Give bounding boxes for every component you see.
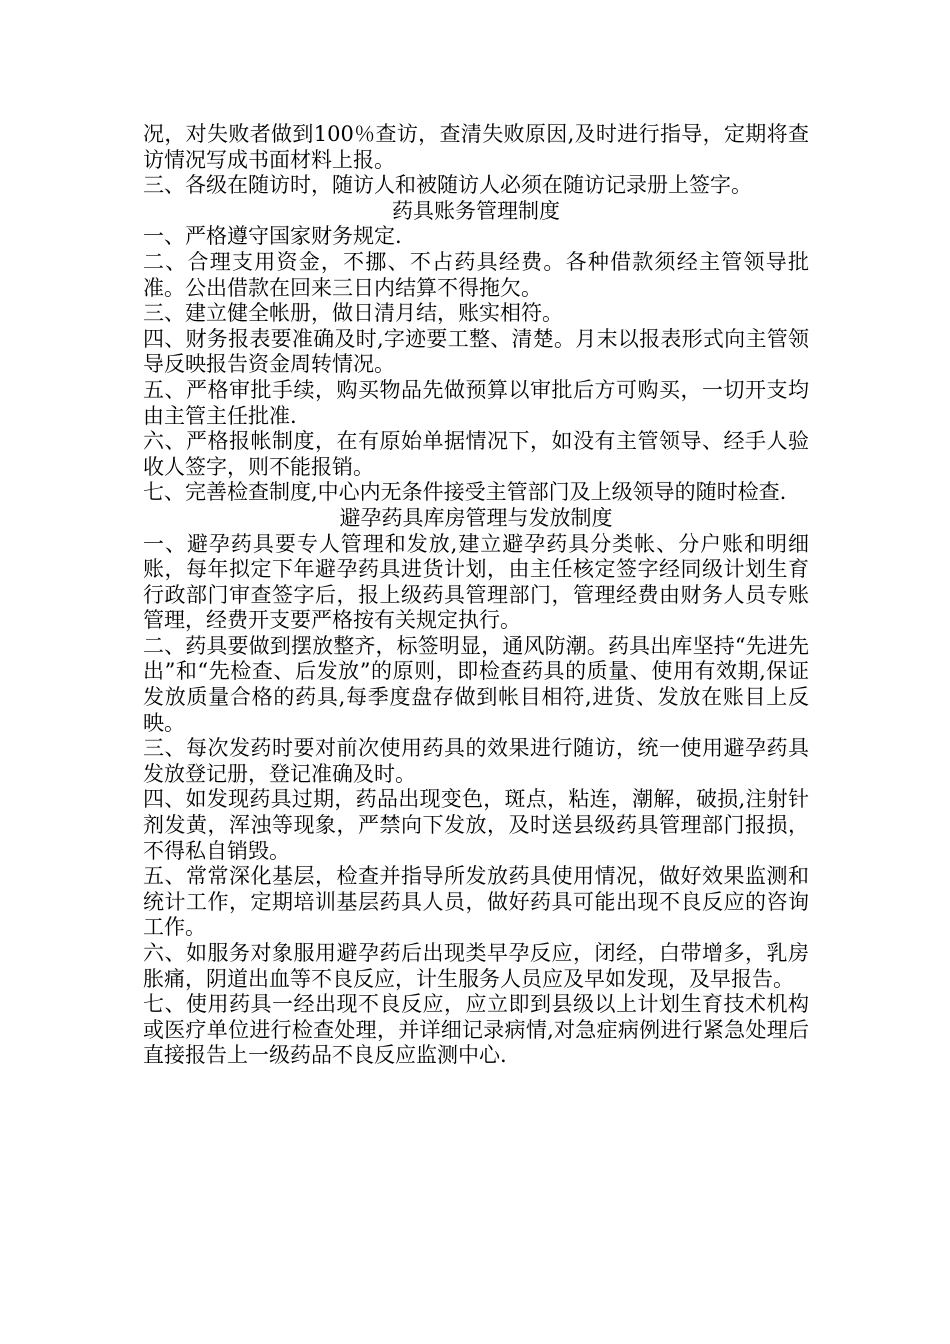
rule-item: 六、如服务对象服用避孕药后出现类早孕反应，闭经，白带增多，乳房胀痛，阴道出血等不良反应，计生服务人员应及早如发现，及早报告。 xyxy=(143,941,809,991)
document-page xyxy=(143,122,809,1069)
rule-item: 四、财务报表要准确及时,字迹要工整、清楚。月末以报表形式向主管领导反映报告资金周转情况。 xyxy=(143,326,809,377)
rule-item: 五、常常深化基层，检查并指导所发放药具使用情况，做好效果监测和统计工作，定期培训基层药具人员，做好药具可能出现不良反应的咨询工作。 xyxy=(143,864,809,940)
intro-paragraph: 况，对失败者做到100％查访，查清失败原因,及时进行指导，定期将查访情况写成书面材料上报。 xyxy=(143,122,809,172)
section-title: 避孕药具库房管理与发放制度 xyxy=(339,505,613,530)
section-title: 药具账务管理制度 xyxy=(392,198,560,223)
rule-item: 二、药具要做到摆放整齐，标签明显，通风防潮。药具出库坚持“先进先出”和“先检查、后发放”的原则，即检查药具的质量、使用有效期,保证发放质量合格的药具,每季度盘存做到帐目相符,进货、发放在账目上反映。 xyxy=(143,633,809,735)
rule-item: 六、严格报帐制度，在有原始单据情况下，如没有主管领导、经手人验收人签字，则不能报销。 xyxy=(143,429,809,479)
intro-paragraph: 三、各级在随访时，随访人和被随访人必须在随访记录册上签字。 xyxy=(143,173,752,198)
rule-item: 一、避孕药具要专人管理和发放,建立避孕药具分类帐、分户账和明细账，每年拟定下年避孕药具进货计划，由主任核定签字经同级计划生育行政部门审查签字后，报上级药具管理部门，管理经费由财务人员专账管理，经费开支要严格按有关规定执行。 xyxy=(143,531,809,633)
rule-item: 七、完善检查制度,中心内无条件接受主管部门及上级领导的随时检查. xyxy=(143,480,787,505)
rule-item: 三、建立健全帐册，做日清月结，账实相符。 xyxy=(143,301,563,326)
rule-item: 一、严格遵守国家财务规定. xyxy=(143,224,402,249)
rule-item: 五、严格审批手续，购买物品先做预算以审批后方可购买，一切开支均由主管主任批准. xyxy=(143,377,809,428)
rule-item: 二、合理支用资金，不挪、不占药具经费。各种借款须经主管领导批准。公出借款在回来三日内结算不得拖欠。 xyxy=(143,249,809,300)
rule-item: 三、每次发药时要对前次使用药具的效果进行随访，统一使用避孕药具发放登记册，登记准确及时。 xyxy=(143,736,809,786)
rule-item: 四、如发现药具过期，药品出现变色，斑点，粘连，潮解，破损,注射针剂发黄，浑浊等现象，严禁向下发放，及时送县级药具管理部门报损，不得私自销毁。 xyxy=(143,787,809,863)
rule-item: 七、使用药具一经出现不良反应，应立即到县级以上计划生育技术机构或医疗单位进行检查处理，并详细记录病情,对急症病例进行紧急处理后直接报告上一级药品不良反应监测中心. xyxy=(143,992,809,1068)
